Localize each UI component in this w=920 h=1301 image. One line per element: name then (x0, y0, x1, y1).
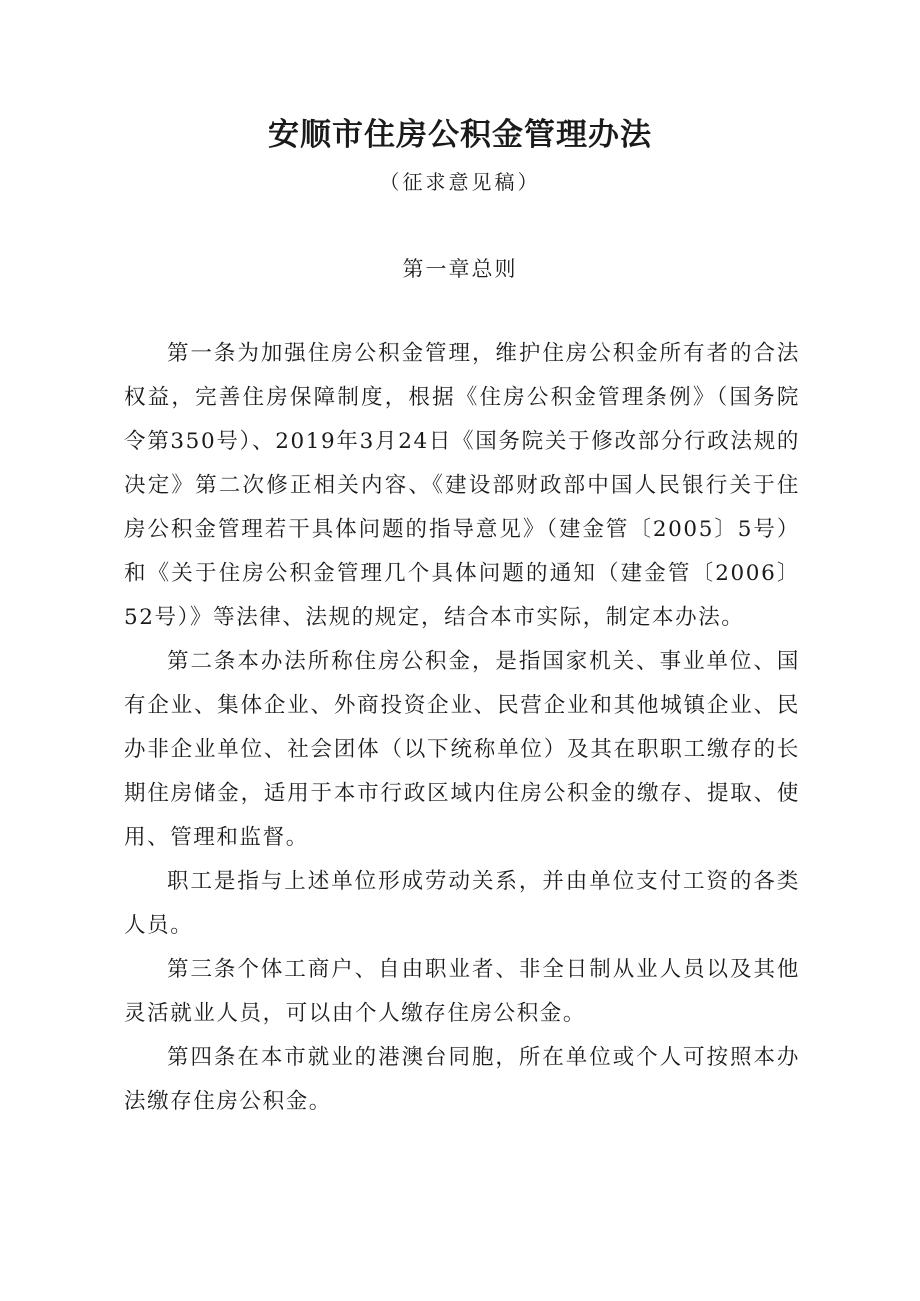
chapter-body (124, 332, 800, 1124)
article-2-paragraph: 第二条本办法所称住房公积金，是指国家机关、事业单位、国有企业、集体企业、外商投资企业、民营企业和其他城镇企业、民办非企业单位、社会团体（以下统称单位）及其在职职工缴存的长期住房储金，适用于本市行政区域内住房公积金的缴存、提取、使用、管理和监督。 (124, 649, 800, 850)
document-subtitle: （征求意见稿） (379, 170, 541, 194)
document-title: 安顺市住房公积金管理办法 (268, 117, 652, 153)
article-3-paragraph: 第三条个体工商户、自由职业者、非全日制从业人员以及其他灵活就业人员，可以由个人缴存住房公积金。 (124, 957, 800, 1026)
article-4-paragraph: 第四条在本市就业的港澳台同胞，所在单位或个人可按照本办法缴存住房公积金。 (124, 1045, 800, 1114)
employee-definition-paragraph: 职工是指与上述单位形成劳动关系，并由单位支付工资的各类人员。 (124, 869, 800, 938)
article-1-paragraph: 第一条为加强住房公积金管理，维护住房公积金所有者的合法权益，完善住房保障制度，根据《住房公积金管理条例》（国务院令第350号）、2019年3月24日《国务院关于修改部分行政法规的决定》第二次修正相关内容、《建设部财政部中国人民银行关于住房公积金管理若干具体问题的指导意见》（建金管〔2005〕5号）和《关于住房公积金管理几个具体问题的通知（建金管〔2006〕52号）》等法律、法规的规定，结合本市实际，制定本办法。 (124, 341, 800, 630)
chapter-heading: 第一章总则 (402, 257, 518, 281)
